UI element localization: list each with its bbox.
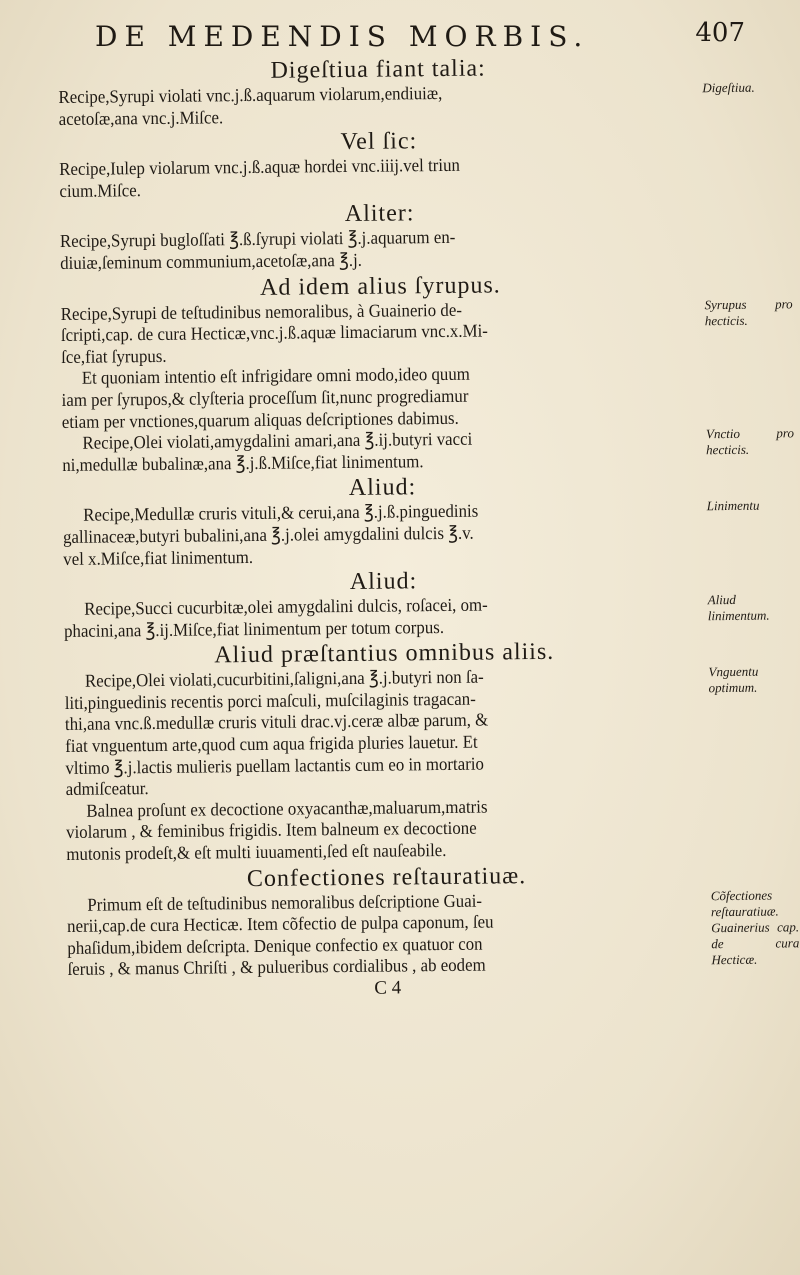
text-line: Balnea proſunt ex decoctione oxyacanthæ,maluarum,matris [86, 796, 488, 821]
running-title: DE MEDENDIS MORBIS. [95, 20, 590, 53]
paragraph [59, 152, 699, 202]
margin-note: Vnguentu optimum. [708, 663, 759, 696]
paragraph [60, 295, 793, 368]
section-heading: Digeſtiua fiant talia: [270, 55, 486, 84]
margin-note: Syrupus pro hecticis. [704, 295, 793, 328]
text-line: Recipe,Syrupi de teſtudinibus nemoralibus, à Guainerio de- [60, 299, 462, 324]
section-heading: Ad idem alius ſyrupus. [259, 271, 501, 301]
signature-mark: C 4 [374, 977, 402, 999]
text-line: Recipe,Olei violati,cucurbitini,ſaligni,ana ℥.j.butyri non ſa- [84, 666, 484, 692]
text-line: phacini,ana ℥.ij.Miſce,fiat linimentum per totum corpus. [63, 616, 445, 641]
section-heading: Aliud præſtantius omnibus aliis. [214, 639, 555, 669]
text-line: Primum eſt de teſtudinibus nemoralibus deſcriptione Guai- [87, 890, 483, 915]
section-heading: Vel ſic: [340, 128, 418, 156]
text-line: ſcripti,cap. de cura Hecticæ,vnc.j.ß.aquæ limaciarum vnc.x.Mi- [60, 320, 488, 346]
text-line: Recipe,Syrupi bugloſſati ℥.ß.ſyrupi violati ℥.j.aquarum en- [59, 227, 456, 252]
margin-note: Linimentu [706, 497, 760, 514]
text-line: thi,ana vnc.ß.medullæ cruris vituli drac.vj.ceræ albæ parum, & [64, 710, 489, 735]
margin-note: Digeſtiua. [702, 79, 755, 96]
text-line: acetoſæ,ana vnc.j.Miſce. [58, 106, 224, 129]
paragraph [61, 362, 702, 433]
section-heading: Aliud: [349, 568, 418, 596]
page-header [95, 14, 745, 54]
page-number: 407 [695, 18, 745, 48]
text-line: liti,pinguedinis recentis porci maſculi, muſcilaginis tragacan- [64, 688, 476, 713]
text-line: Recipe,Medullæ cruris vituli,& cerui,ana ℥.j.ß.pinguedinis [83, 500, 479, 526]
text-line: vltimo ℥.j.lactis mulieris puellam lactantis cum eo in mortario [65, 753, 484, 778]
text-line: Recipe,Succi cucurbitæ,olei amygdalini dulcis, roſacei, om- [84, 594, 488, 619]
section-heading: Aliter: [344, 200, 415, 228]
paragraph [60, 225, 700, 275]
paragraph [62, 497, 760, 570]
paragraph [62, 425, 795, 476]
section-heading: Confectiones reſtauratiuæ. [246, 862, 527, 892]
text-line: ſeruis , & manus Chriſti , & pulueribus cordialibus , ab eodem [67, 954, 486, 980]
paragraph [58, 79, 755, 130]
text-line: admiſceatur. [65, 778, 149, 800]
margin-note: Aliud linimentum. [707, 592, 770, 624]
text-line: nerii,cap.de cura Hecticæ. Item cõfectio de pulpa caponum, ſeu [66, 911, 494, 937]
text-line: ſce,fiat ſyrupus. [61, 345, 167, 367]
text-line: fiat vnguentum arte,quod cum aqua frigida pluries lauetur. Et [65, 731, 478, 757]
margin-note: Vnctio pro hecticis. [705, 425, 795, 458]
text-line: gallinaceæ,butyri bubalini,ana ℥.j.olei amygdalini dulcis ℥.v. [62, 522, 474, 547]
text-line: mutonis prodeſt,& eſt multi iuuamenti,ſed eſt nauſeabile. [66, 840, 447, 864]
text-line: vel x.Miſce,fiat linimentum. [63, 546, 254, 569]
paragraph [63, 592, 770, 642]
paragraph [66, 887, 800, 981]
text-line: violarum , & feminibus frigidis. Item balneum ex decoctione [66, 818, 477, 843]
text-line: etiam per vnctiones,quarum aliquas deſcriptiones dabimus. [61, 407, 459, 432]
text-line: Recipe,Syrupi violati vnc.j.ß.aquarum violarum,endiuiæ, [58, 82, 443, 107]
text-line: Et quoniam intentio eſt infrigidare omni modo,ideo quum [81, 364, 470, 389]
text-line: Recipe,Iulep violarum vnc.j.ß.aquæ hordei vnc.iiij.vel triun [59, 154, 461, 180]
margin-note: Cõfectiones reſtauratiuæ. Guainerius cap. de cura Hecticæ. [710, 887, 800, 967]
text-line: phaſidum,ibidem deſcripta. Denique confectio ex quatuor con [67, 933, 483, 958]
text-line: Recipe,Olei violati,amygdalini amari,ana ℥.ij.butyri vacci [82, 428, 473, 453]
text-line: diuiæ,ſeminum communium,acetoſæ,ana ℥.j. [60, 249, 363, 273]
text-line: cium.Miſce. [59, 179, 142, 201]
body-text [58, 51, 800, 1002]
paragraph [66, 794, 707, 865]
paragraph [64, 663, 759, 801]
text-line: iam per ſyrupos,& clyſteria proceſſum ſit,nunc progrediamur [61, 385, 469, 410]
text-line: ni,medullæ bubalinæ,ana ℥.j.ß.Miſce,fiat linimentum. [62, 450, 424, 475]
section-heading: Aliud: [348, 474, 417, 502]
